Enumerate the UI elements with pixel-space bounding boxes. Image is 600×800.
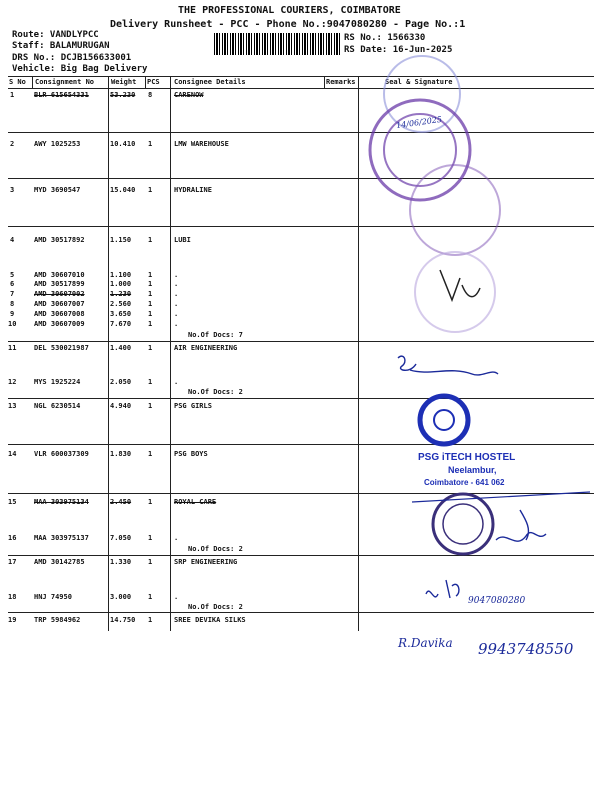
row-consignment: MAA 303975137 bbox=[34, 534, 89, 542]
rs-number: RS No.: 1566330 bbox=[344, 33, 426, 43]
row-consignment: AMD 30517899 bbox=[34, 280, 85, 288]
row-consignment: TRP 5984962 bbox=[34, 616, 81, 624]
signature-stroke bbox=[426, 580, 459, 598]
row-consignee: HYDRALINE bbox=[174, 186, 212, 194]
row-consignee: LMW WAREHOUSE bbox=[174, 140, 229, 148]
row-consignment: NGL 6230514 bbox=[34, 402, 81, 410]
row-pcs: 1 bbox=[148, 140, 153, 148]
row-consignee: PSG GIRLS bbox=[174, 402, 212, 410]
row-consignee: AIR ENGINEERING bbox=[174, 344, 238, 352]
row-sno: 15 bbox=[8, 498, 17, 506]
row-consignee: SRP ENGINEERING bbox=[174, 558, 238, 566]
stamp-circle bbox=[420, 396, 468, 444]
row-consignment: HNJ 74950 bbox=[34, 593, 72, 601]
row-sno: 7 bbox=[10, 290, 15, 298]
row-consignee: LUBI bbox=[174, 236, 191, 244]
row-pcs: 1 bbox=[148, 616, 153, 624]
row-weight: 7.670 bbox=[110, 320, 132, 328]
row-consignee: PSG BOYS bbox=[174, 450, 208, 458]
row-weight: 1.830 bbox=[110, 450, 132, 458]
row-consignee: . bbox=[174, 378, 179, 386]
row-consignee: . bbox=[174, 280, 179, 288]
row-sno: 12 bbox=[8, 378, 17, 386]
receiver-name: R.Davika bbox=[398, 636, 453, 650]
receiver-phone: 9943748550 bbox=[478, 640, 574, 658]
vehicle-label: Vehicle: Big Bag Delivery bbox=[12, 64, 148, 74]
row-weight: 14.750 bbox=[110, 616, 136, 624]
row-sno: 2 bbox=[10, 140, 15, 148]
stamp-circle bbox=[434, 410, 454, 430]
row-consignment: AMD 30142785 bbox=[34, 558, 85, 566]
row-weight: 1.000 bbox=[110, 280, 132, 288]
row-sno: 9 bbox=[10, 310, 15, 318]
signature-stroke bbox=[440, 270, 480, 300]
row-pcs: 1 bbox=[148, 450, 153, 458]
docs-count: No.Of Docs: 7 bbox=[188, 331, 243, 339]
row-sno: 6 bbox=[10, 280, 15, 288]
row-consignment: AMD 30607008 bbox=[34, 310, 85, 318]
row-pcs: 1 bbox=[148, 280, 153, 288]
row-consignment: MAA 303975134 bbox=[34, 498, 89, 506]
row-pcs: 1 bbox=[148, 378, 153, 386]
row-weight: 2.450 bbox=[110, 498, 132, 506]
row-pcs: 1 bbox=[148, 593, 153, 601]
row-weight: 7.050 bbox=[110, 534, 132, 542]
row-weight: 2.050 bbox=[110, 378, 132, 386]
row-sno: 13 bbox=[8, 402, 17, 410]
row-pcs: 1 bbox=[148, 402, 153, 410]
col-weight: Weight bbox=[111, 78, 137, 86]
row-weight: 2.560 bbox=[110, 300, 132, 308]
row-consignment: VLR 600037309 bbox=[34, 450, 89, 458]
row-pcs: 1 bbox=[148, 320, 153, 328]
row-pcs: 1 bbox=[148, 290, 153, 298]
row-pcs: 8 bbox=[148, 91, 153, 99]
col-sno: S No bbox=[9, 78, 26, 86]
row-sno: 16 bbox=[8, 534, 17, 542]
row-sno: 14 bbox=[8, 450, 17, 458]
handwritten-phone-2: 9047080280 bbox=[468, 596, 526, 606]
row-pcs: 1 bbox=[148, 236, 153, 244]
row-consignee: SREE DEVIKA SILKS bbox=[174, 616, 246, 624]
row-consignee: . bbox=[174, 290, 179, 298]
row-consignment: AMD 30607002 bbox=[34, 290, 85, 298]
row-consignment: DEL 530021987 bbox=[34, 344, 89, 352]
route-label: Route: VANDLYPCC bbox=[12, 30, 99, 40]
row-weight: 1.230 bbox=[110, 290, 132, 298]
signature-stroke bbox=[398, 356, 498, 375]
col-remarks: Remarks bbox=[326, 78, 356, 86]
rs-date: RS Date: 16-Jun-2025 bbox=[344, 45, 453, 55]
signature-stroke bbox=[496, 510, 546, 541]
row-sno: 3 bbox=[10, 186, 15, 194]
row-sno: 1 bbox=[10, 91, 15, 99]
row-sno: 4 bbox=[10, 236, 15, 244]
row-weight: 4.940 bbox=[110, 402, 132, 410]
row-weight: 1.400 bbox=[110, 344, 132, 352]
row-pcs: 1 bbox=[148, 300, 153, 308]
col-seal: Seal & Signature bbox=[385, 78, 453, 86]
row-weight: 1.100 bbox=[110, 271, 132, 279]
row-consignee: . bbox=[174, 593, 179, 601]
hostel-stamp-line1: PSG iTECH HOSTEL bbox=[418, 452, 516, 463]
row-weight: 3.000 bbox=[110, 593, 132, 601]
row-sno: 11 bbox=[8, 344, 17, 352]
row-consignment: MYD 3690547 bbox=[34, 186, 81, 194]
row-consignment: AMD 30607009 bbox=[34, 320, 85, 328]
row-consignee: CARENOW bbox=[174, 91, 204, 99]
row-consignment: AMD 30607007 bbox=[34, 300, 85, 308]
row-consignee: . bbox=[174, 534, 179, 542]
row-weight: 1.330 bbox=[110, 558, 132, 566]
docs-count: No.Of Docs: 2 bbox=[188, 388, 243, 396]
docs-count: No.Of Docs: 2 bbox=[188, 545, 243, 553]
row-pcs: 1 bbox=[148, 186, 153, 194]
row-consignee: . bbox=[174, 310, 179, 318]
stamp-circle bbox=[433, 494, 493, 554]
row-consignment: BLR 615654331 bbox=[34, 91, 89, 99]
row-consignee: ROYAL CARE bbox=[174, 498, 217, 506]
signature-stroke bbox=[412, 492, 590, 502]
row-consignment: AMD 30517892 bbox=[34, 236, 85, 244]
row-sno: 5 bbox=[10, 271, 15, 279]
row-weight: 15.040 bbox=[110, 186, 136, 194]
row-consignee: . bbox=[174, 271, 179, 279]
row-pcs: 1 bbox=[148, 310, 153, 318]
col-consignment: Consignment No bbox=[35, 78, 95, 86]
col-pcs: PCS bbox=[147, 78, 160, 86]
row-weight: 10.410 bbox=[110, 140, 136, 148]
row-consignee: . bbox=[174, 300, 179, 308]
col-consignee: Consignee Details bbox=[174, 78, 246, 86]
drs-label: DRS No.: DCJB156633001 bbox=[12, 53, 132, 63]
stamp-circle bbox=[443, 504, 483, 544]
row-sno: 18 bbox=[8, 593, 17, 601]
row-sno: 19 bbox=[8, 616, 17, 624]
row-sno: 10 bbox=[8, 320, 17, 328]
row-pcs: 1 bbox=[148, 558, 153, 566]
runsheet-subtitle: Delivery Runsheet - PCC - Phone No.:9047080280 - Page No.:1 bbox=[110, 19, 466, 30]
row-consignee: . bbox=[174, 320, 179, 328]
row-pcs: 1 bbox=[148, 271, 153, 279]
stamp-circle bbox=[410, 165, 500, 255]
row-sno: 17 bbox=[8, 558, 17, 566]
row-consignment: AWY 1025253 bbox=[34, 140, 81, 148]
staff-label: Staff: BALAMURUGAN bbox=[12, 41, 110, 51]
docs-count: No.Of Docs: 2 bbox=[188, 603, 243, 611]
row-pcs: 1 bbox=[148, 498, 153, 506]
handwritten-date: 14/06/2025 bbox=[395, 114, 443, 131]
hostel-stamp-line3: Coimbatore - 641 062 bbox=[424, 478, 505, 487]
company-title: THE PROFESSIONAL COURIERS, COIMBATORE bbox=[178, 5, 401, 16]
row-pcs: 1 bbox=[148, 534, 153, 542]
row-sno: 8 bbox=[10, 300, 15, 308]
row-weight: 53.230 bbox=[110, 91, 136, 99]
row-pcs: 1 bbox=[148, 344, 153, 352]
row-consignment: MYS 1925224 bbox=[34, 378, 81, 386]
row-consignment: AMD 30607010 bbox=[34, 271, 85, 279]
row-weight: 3.650 bbox=[110, 310, 132, 318]
hostel-stamp-line2: Neelambur, bbox=[448, 465, 497, 475]
row-weight: 1.150 bbox=[110, 236, 132, 244]
